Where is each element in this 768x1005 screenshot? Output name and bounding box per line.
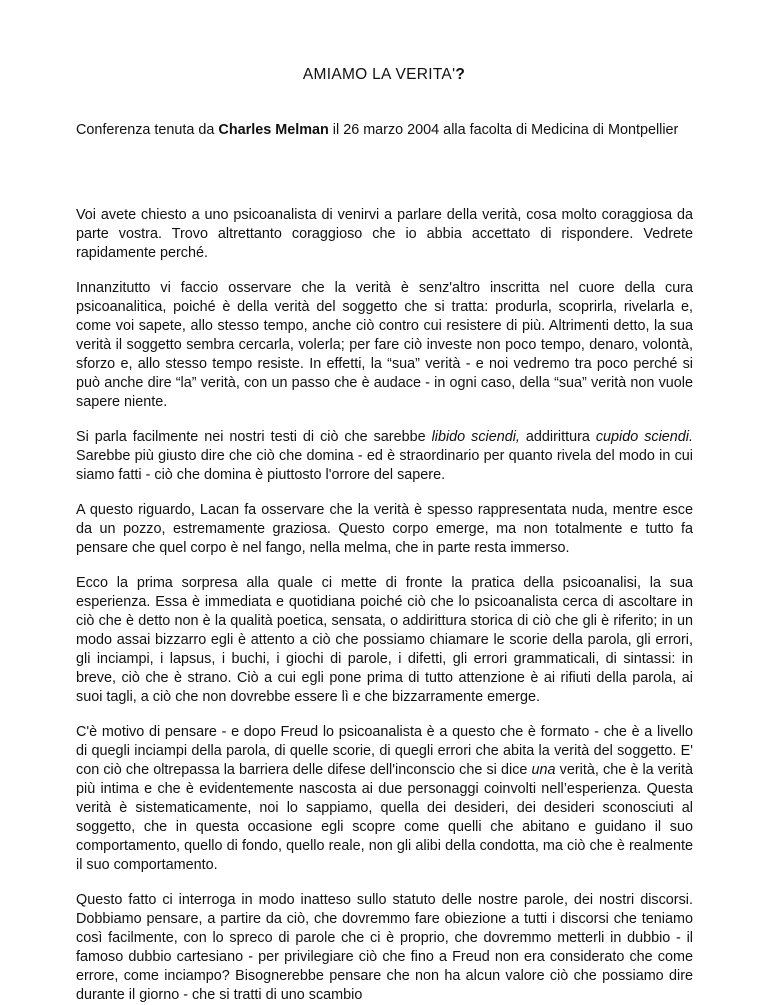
paragraph-3-italic-1: libido sciendi, [431,429,520,445]
paragraph-7: Questo fatto ci interroga in modo inatteso sullo statuto delle nostre parole, dei nostri discorsi. Dobbiamo pensare, a partire da ciò, che dovremmo fare obiezione a tutti i discorsi che teniamo così facilmente, con lo spreco di parole che ci è proprio, che dovremmo metterli in dubbio - il famoso dubbio cartesiano - per privilegiare ciò che fino a Freud non era considerato che come errore, come inciampo? Bisognerebbe pensare che non ha alcun valore ciò che possiamo dire durante il giorno - che si tratti di uno scambio [76,892,693,1003]
paragraph-6-part-2: verità, che è la verità più intima e che è evidentemente nascosta ai due personaggi coinvolti nell’esperienza. Questa verità è sistematicamente, noi lo sappiamo, quella dei desideri, dei desideri sconosciuti al soggetto, che in questa occasione egli scopre come quelli che abitano e guidano il suo comportamento, quello di fondo, quello reale, non gli alibi della condotta, ma ciò che è realmente il suo comportamento. [76,762,693,873]
paragraph-3-italic-2: cupido sciendi. [595,429,694,445]
paragraph-3-part-2: addirittura [519,429,596,445]
paragraph-6-part-1: C'è motivo di pensare - e dopo Freud lo psicoanalista è a questo che è formato - che è a livello di quegli inciampi della parola, di quelle scorie, di quegli errori che abita la verità del soggetto. E' con ciò che oltrepassa la barriera delle difese dell'inconscio che si dice [76,724,693,778]
paragraph-3-part-3: Sarebbe più giusto dire che ciò che domina - ed è straordinario per quanto rivela del modo in cui siamo fatti - ciò che domina è piuttosto l'orrore del sapere. [76,448,693,483]
paragraph-6 [76,723,693,875]
document-subtitle [76,121,696,140]
subtitle-prefix: Conferenza tenuta da [76,122,219,138]
document-title [0,66,768,84]
paragraph-5: Ecco la prima sorpresa alla quale ci mette di fronte la pratica della psicoanalisi, la sua esperienza. Essa è immediata e quotidiana poiché ciò che lo psicoanalista cerca di ascoltare in ciò che è detto non è la qualità poetica, sensata, o addirittura storica di ciò che gli è riferito; in un modo assai bizzarro egli è attento a ciò che possiamo chiamare le scorie della parola, gli errori, gli inciampi, i lapsus, i buchi, i giochi di parole, i difetti, gli errori grammaticali, di sintassi: in breve, ciò che è strano. Ciò a cui egli pone prima di tutto attenzione è ai rifiuti della parola, ai suoi tagli, a ciò che non dovrebbe essere lì e che bizzarramente emerge. [76,575,693,705]
subtitle-author: Charles Melman [218,122,329,138]
paragraph-1: Voi avete chiesto a uno psicoanalista di venirvi a parlare della verità, cosa molto coraggiosa da parte vostra. Trovo altrettanto coraggioso che io abbia accettato di rispondere. Vedrete rapidamente perché. [76,207,693,261]
subtitle-suffix: il 26 marzo 2004 alla facolta di Medicina di Montpellier [328,122,679,138]
document-body [76,206,693,1005]
paragraph-4: A questo riguardo, Lacan fa osservare che la verità è spesso rappresentata nuda, mentre esce da un pozzo, estremamente graziosa. Questo corpo emerge, ma non totalmente e tutto fa pensare che quel corpo è nel fango, nella melma, che in parte resta immerso. [76,502,693,556]
paragraph-2: Innanzitutto vi faccio osservare che la verità è senz'altro inscritta nel cuore della cura psicoanalitica, poiché è della verità del soggetto che si tratta: produrla, scoprirla, rivelarla e, come voi sapete, allo stesso tempo, anche ciò contro cui resistere di più. Altrimenti detto, la sua verità il soggetto sembra cercarla, volerla; per fare ciò investe non poco tempo, denaro, volontà, sforzo e, allo stesso tempo resiste. In effetti, la “sua” verità - e noi vedremo tra poco perché si può anche dire “la” verità, con un passo che è audace - in ogni caso, della “sua” verità non vuole sapere niente. [76,280,693,410]
title-text: AMIAMO LA VERITA' [302,66,456,83]
paragraph-3 [76,428,693,485]
paragraph-3-part-1: Si parla facilmente nei nostri testi di ciò che sarebbe [76,429,432,445]
title-question-mark: ? [455,66,466,83]
paragraph-6-italic-1: una [531,762,556,778]
